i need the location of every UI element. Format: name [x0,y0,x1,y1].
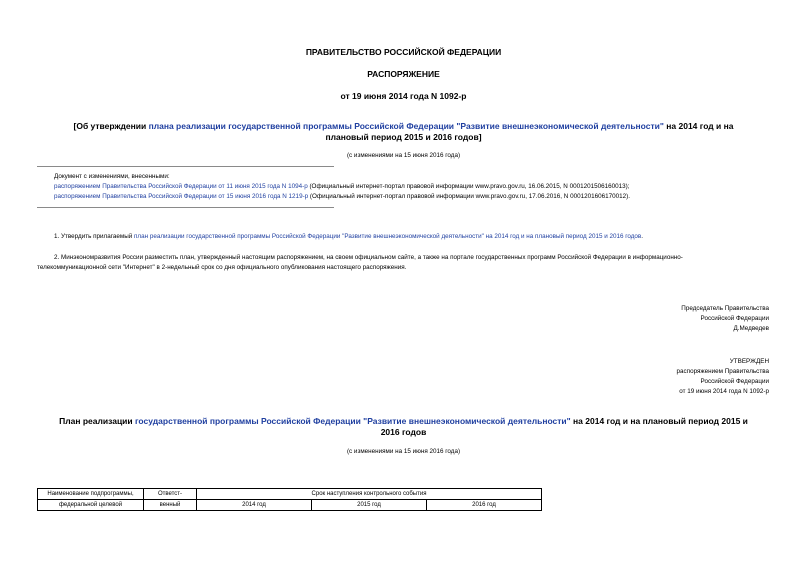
table-header-cell: Ответст- [144,489,197,500]
signature-line1: Председатель Правительства [681,305,769,312]
document-title [0,121,807,143]
document-date-number: от 19 июня 2014 года N 1092-р [340,91,467,101]
paragraph-2-line2: телекоммуникационной сети "Интернет" в 2-недельный срок со дня официального опубликования настоящего распоряжения. [37,264,407,271]
signature-line2: Российской Федерации [700,315,769,322]
table-group-header: Срок наступления контрольного события [197,489,542,500]
table-year-cell: 2016 год [427,500,542,511]
approval-block [677,357,769,397]
approval-line2: распоряжением Правительства [676,368,769,375]
divider-bottom [37,207,334,208]
divider-top [37,166,334,167]
plan-amended-note: (с изменениями на 15 июня 2016 года) [346,448,461,455]
signature-line3: Д.Медведев [733,325,769,332]
title-open: [Об утверждении [73,121,149,131]
change-text: (Официальный интернет-портал правовой информации www.pravo.gov.ru, 17.06.2016, N 0001201606170012). [308,193,630,200]
plan-pre: План реализации [59,416,135,426]
p1-pre: 1. Утвердить прилагаемый [54,233,135,240]
title-rest: на 2014 год и на [663,121,734,131]
approval-line4: от 19 июня 2014 года N 1092-р [679,388,769,395]
plan-post: на 2014 год и на плановый период 2015 и [570,416,748,426]
change-link[interactable]: распоряжением Правительства Российской Федерации от 15 июня 2016 года N 1219-р [54,193,309,200]
signature-block [681,304,769,334]
changes-intro: Документ с изменениями, внесенными: [54,173,170,180]
table-header-cell: венный [144,500,197,511]
document-type: РАСПОРЯЖЕНИЕ [367,69,440,79]
plan-heading [0,416,807,438]
title-program-link[interactable]: плана реализации государственной программы Российской Федерации "Развитие внешнеэкономической деятельности" [148,121,664,131]
plan-line2: 2016 годов [380,427,427,437]
table-header-cell: федеральной целевой [38,500,144,511]
table-row [38,489,542,500]
change-link[interactable]: распоряжением Правительства Российской Федерации от 11 июня 2015 года N 1094-р [54,183,308,190]
change-text: (Официальный интернет-портал правовой информации www.pravo.gov.ru, 16.06.2015, N 0001201506160013); [307,183,630,190]
change-item [54,193,630,200]
table-header-cell: Наименование подпрограммы, [38,489,144,500]
government-heading: ПРАВИТЕЛЬСТВО РОССИЙСКОЙ ФЕДЕРАЦИИ [305,47,502,57]
title-line2: плановый период 2015 и 2016 годов] [325,132,482,142]
approval-line1: УТВЕРЖДЕН [729,358,769,365]
title-amended-note: (с изменениями на 15 июня 2016 года) [346,152,461,159]
table-year-cell: 2014 год [197,500,312,511]
p1-post: . [641,233,644,240]
change-item [54,183,629,190]
paragraph-2-line1: 2. Минэкономразвития России разместить план, утвержденный настоящим распоряжением, на своем официальном сайте, а также на портале государственных программ Российской Федерации в информационно- [54,254,683,261]
approval-line3: Российской Федерации [700,378,769,385]
plan-program-link[interactable]: государственной программы Российской Федерации "Развитие внешнеэкономической деятельности" [135,416,571,426]
table-year-cell: 2015 год [312,500,427,511]
paragraph-1 [54,233,643,240]
p1-plan-link[interactable]: план реализации государственной программы Российской Федерации "Развитие внешнеэкономической деятельности" на 2014 год и на плановый период 2015 и 2016 годов [134,233,642,240]
table-row [38,500,542,511]
plan-table [37,488,542,511]
